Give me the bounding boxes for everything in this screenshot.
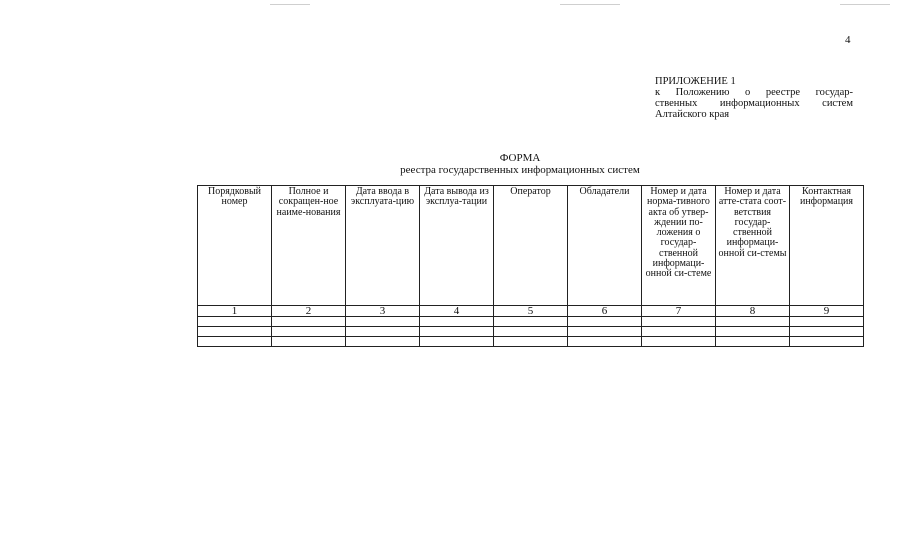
empty-table-row [198, 317, 864, 327]
scan-edge-mark [560, 4, 620, 5]
column-header: Порядковый номер [198, 186, 272, 306]
empty-cell [642, 337, 716, 347]
column-number: 8 [716, 306, 790, 317]
empty-cell [494, 317, 568, 327]
empty-cell [716, 327, 790, 337]
column-number: 5 [494, 306, 568, 317]
empty-cell [494, 337, 568, 347]
appendix-header [655, 76, 853, 120]
column-number: 3 [346, 306, 420, 317]
column-number: 4 [420, 306, 494, 317]
empty-cell [716, 317, 790, 327]
column-header: Номер и дата норма-тивного акта об утвер-ждении по-ложения о государ-ственной информаци-онной си-стеме [642, 186, 716, 306]
empty-cell [568, 317, 642, 327]
scan-edge-mark [840, 4, 890, 5]
empty-table-row [198, 337, 864, 347]
column-header: Контактная информация [790, 186, 864, 306]
empty-cell [642, 317, 716, 327]
empty-cell [272, 317, 346, 327]
empty-cell [198, 337, 272, 347]
empty-cell [346, 327, 420, 337]
column-number: 1 [198, 306, 272, 317]
scan-edge-mark [270, 4, 310, 5]
column-header: Полное и сокращен-ное наиме-нования [272, 186, 346, 306]
appendix-line: к Положению о реестре государ- [655, 87, 853, 98]
column-header: Дата ввода в эксплуата-цию [346, 186, 420, 306]
empty-cell [198, 327, 272, 337]
column-header: Дата вывода из эксплуа-тации [420, 186, 494, 306]
empty-cell [494, 327, 568, 337]
appendix-title: ПРИЛОЖЕНИЕ 1 [655, 76, 736, 87]
empty-cell [790, 337, 864, 347]
column-number-row [198, 306, 864, 317]
form-heading [320, 152, 720, 176]
form-subtitle: реестра государственных информационных систем [400, 164, 640, 176]
form-title: ФОРМА [499, 152, 541, 164]
column-number: 2 [272, 306, 346, 317]
empty-cell [568, 337, 642, 347]
column-number: 7 [642, 306, 716, 317]
appendix-line: Алтайского края [655, 109, 730, 120]
empty-cell [420, 317, 494, 327]
empty-cell [790, 317, 864, 327]
empty-cell [568, 327, 642, 337]
empty-table-row [198, 327, 864, 337]
column-header: Номер и дата атте-стата соот-ветствия государ-ственной информаци-онной си-стемы [716, 186, 790, 306]
empty-cell [198, 317, 272, 327]
registry-table [197, 185, 864, 347]
empty-cell [642, 327, 716, 337]
empty-cell [790, 327, 864, 337]
table-header-row [198, 186, 864, 306]
column-header: Оператор [494, 186, 568, 306]
column-header: Обладатели [568, 186, 642, 306]
empty-cell [346, 317, 420, 327]
empty-cell [272, 327, 346, 337]
empty-cell [346, 337, 420, 347]
empty-cell [272, 337, 346, 347]
page-number: 4 [845, 34, 851, 46]
empty-cell [420, 327, 494, 337]
column-number: 9 [790, 306, 864, 317]
column-number: 6 [568, 306, 642, 317]
empty-cell [420, 337, 494, 347]
empty-cell [716, 337, 790, 347]
appendix-line: ственных информационных систем [655, 98, 853, 109]
